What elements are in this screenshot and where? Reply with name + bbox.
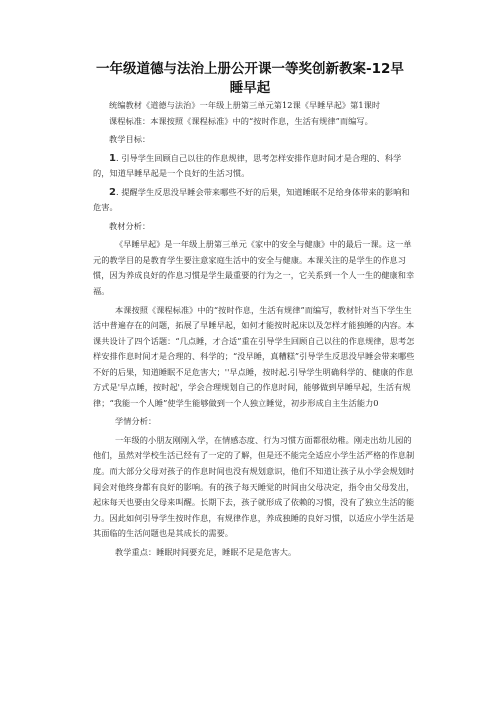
heading-student-analysis: 学情分析： [115, 416, 157, 427]
document-title-continued: 睡早起 [229, 80, 271, 96]
goal-number-1: 1 [109, 152, 117, 164]
paragraph-textbook-analysis-2: 本课按照《课程标准》中的“按时作息，生活有规律”而编写，教材针对当下学生生活中普遍存在的问题，拓展了早睡早起，如何才能按时起床以及怎样才能独睡的内容。本课共设计了四个话题：“几点睡，才合适”重在引导学生回顾自己以往的作息规律，思考怎样安排作息时间才是合理的、科学的；“没早睡，真糟糕”引导学生反思没早睡会带来哪些不好的后果，知道睡眠不足危害大；''早点睡，按时起.引导学生明确科学的、健康的作息方式是'早点睡，按时起'，学会合理规划自己的作息时间，能够做到早睡早起，生活有规律；“我能一个人睡”使学生能够做到一个人独立睡觉，初步形成自主生活能力0 [93, 304, 415, 408]
heading-textbook-analysis: 教材分析： [109, 220, 151, 231]
paragraph-teaching-focus: 教学重点：睡眠时间要充足，睡眠不足是危害大。 [115, 546, 297, 557]
paragraph-curriculum-standard: 课程标准：本课按照《课程标准》中的“按时作息，生活有规律”而编写。 [109, 115, 373, 126]
goal-item-1 [93, 151, 417, 182]
goal-text-1: . 引导学生回顾自己以往的作息规律，思考怎样安排作息时间才是合理的、科学的，知道早睡早起是一个良好的生活习惯。 [93, 152, 402, 179]
goal-number-2: 2 [109, 186, 117, 198]
goal-item-2 [93, 185, 417, 216]
goal-text-2: . 提醒学生反思没早睡会带来哪些不好的后果，知道睡眠不足给身体带来的影响和危害。 [93, 186, 410, 213]
document-title: 一年级道德与法治上册公开课一等奖创新教案-12早 [96, 61, 404, 77]
paragraph-source: 统编教材《道德与法治》一年级上册第三单元第12课《早睡早起》第1课时 [109, 100, 381, 110]
paragraph-textbook-analysis-1: 《早睡早起》是一年级上册第三单元《家中的安全与健康》中的最后一课。这一单元的教学目的是教育学生要注意家庭生活中的安全与健康。本课关注的是学生的作息习惯，因为养成良好的作息习惯是学生最重要的行为之一，它关系到一个人一生的健康和幸福。 [93, 239, 415, 297]
heading-teaching-goals: 教学目标： [109, 134, 151, 145]
document-body [93, 98, 417, 560]
paragraph-student-analysis: 一年级的小朋友刚刚入学，在情感态度、行为习惯方面都很幼稚。刚走出幼儿园的他们，虽然对学校生活已经有了一定的了解，但是还不能完全适应小学生活严格的作息制度。而大部分父母对孩子的作息时间也没有规划意识，他们不知道让孩子从小学会规划时间会对他终身都有良好的影响。有的孩子每天睡觉的时间由父母决定，指令由父母发出，起床每天也要由父母来叫醒。长期下去，孩子就形成了依赖的习惯，没有了独立生活的能力。因此如何引导学生按时作息，有规律作息，养成独睡的良好习惯，以适应小学生活是其面临的生活问题也是其成长的需要。 [93, 434, 415, 539]
